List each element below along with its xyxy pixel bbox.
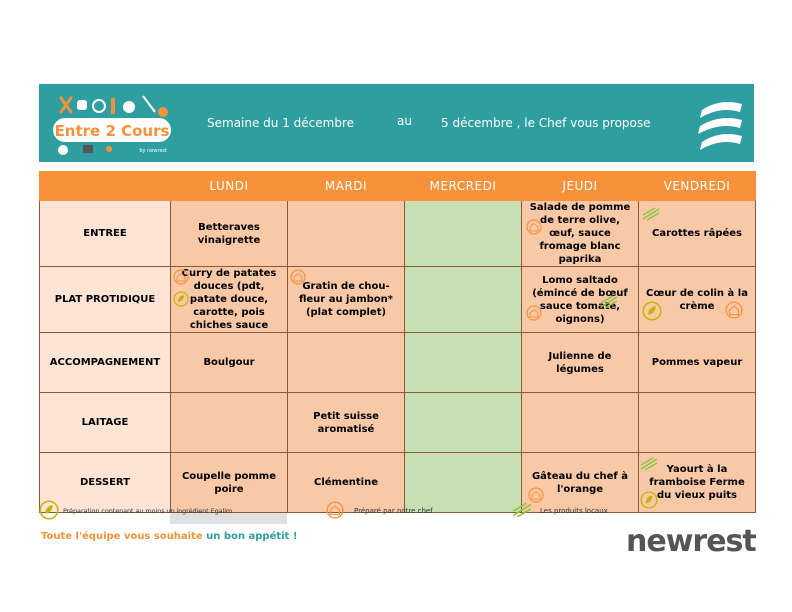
legend-local — [512, 500, 608, 522]
menu-cell — [522, 267, 639, 333]
legend-egalim — [39, 500, 287, 522]
dish-text: Curry de patates douces (pdt, patate douce, carotte, pois chiches sauce — [181, 268, 277, 331]
week-from-text: Semaine du 1 décembre — [207, 116, 355, 130]
row-label: PLAT PROTIDIQUE — [40, 267, 171, 333]
menu-cell — [288, 201, 405, 267]
menu-cell — [522, 201, 639, 267]
menu-cell: Betteraves vinaigrette — [171, 201, 288, 267]
legend-chef — [326, 500, 433, 522]
local-field-icon — [600, 295, 618, 309]
dish-text: Yaourt à la framboise Ferme du vieux puits — [649, 464, 745, 501]
menu-cell — [405, 393, 522, 453]
day-header: MARDI — [288, 172, 405, 201]
menu-cell — [171, 393, 288, 453]
egalim-leaf-icon — [642, 301, 662, 321]
table-row — [40, 201, 756, 267]
footer-text-b: un bon appétit ! — [206, 531, 298, 542]
dish-text: Lomo saltado (émincé de bœuf sauce tomate, oignons) — [532, 274, 628, 325]
row-label: ENTREE — [40, 201, 171, 267]
entre-2-cours-logo — [51, 90, 191, 156]
chef-house-icon — [173, 269, 189, 285]
egalim-leaf-icon — [173, 291, 189, 307]
egalim-leaf-icon — [640, 491, 658, 509]
menu-cell — [639, 267, 756, 333]
logo-text: Entre 2 Cours — [54, 122, 170, 140]
row-label: ACCOMPAGNEMENT — [40, 333, 171, 393]
local-field-icon — [640, 457, 658, 471]
menu-cell — [639, 201, 756, 267]
chef-house-icon — [290, 269, 306, 285]
newrest-logo: newrest — [626, 524, 756, 559]
logo-sub: by newrest — [139, 148, 167, 154]
menu-cell — [639, 393, 756, 453]
menu-cell: Petit suisse aromatisé — [288, 393, 405, 453]
menu-cell — [288, 267, 405, 333]
row-label: LAITAGE — [40, 393, 171, 453]
legend-local-label: Les produits locaux — [540, 507, 608, 515]
menu-cell: Julienne de légumes — [522, 333, 639, 393]
day-header: JEUDI — [522, 172, 639, 201]
dish-text: Cœur de colin à la crème — [646, 287, 748, 312]
menu-cell: Clémentine — [288, 453, 405, 513]
menu-cell — [405, 201, 522, 267]
menu-cell — [405, 267, 522, 333]
chef-house-icon — [326, 501, 344, 521]
day-header: LUNDI — [171, 172, 288, 201]
waves-icon — [696, 96, 746, 152]
menu-cell — [405, 333, 522, 393]
footer-message — [41, 531, 297, 542]
footer-text-a: Toute l'équipe vous souhaite — [41, 531, 203, 542]
menu-cell — [288, 333, 405, 393]
menu-cell — [639, 453, 756, 513]
chef-house-icon — [526, 219, 542, 235]
menu-cell: Coupelle pomme poire — [171, 453, 288, 513]
legend-chef-label: Préparé par notre chef — [354, 507, 433, 515]
menu-cell: Boulgour — [171, 333, 288, 393]
egalim-leaf-icon — [39, 500, 59, 522]
week-to-text: 5 décembre , le Chef vous propose — [441, 116, 651, 130]
dish-text: Gâteau du chef à l'orange — [531, 470, 629, 495]
day-header: VENDREDI — [639, 172, 756, 201]
chef-house-icon — [725, 301, 743, 319]
days-header-row — [40, 172, 756, 201]
weekly-menu-table — [39, 171, 756, 513]
table-row — [40, 267, 756, 333]
row-label: DESSERT — [40, 453, 171, 513]
legend-egalim-label: Préparation contenant au moins un ingrédient Egalim — [63, 507, 233, 515]
menu-cell — [522, 393, 639, 453]
local-field-icon — [512, 502, 532, 520]
menu-cell: Pommes vapeur — [639, 333, 756, 393]
table-row — [40, 333, 756, 393]
au-text: au — [397, 114, 412, 128]
header-corner — [40, 172, 171, 201]
chef-house-icon — [526, 305, 542, 321]
menu-cell — [171, 267, 288, 333]
table-row — [40, 393, 756, 453]
dish-text: Gratin de chou-fleur au jambon* (plat complet) — [298, 281, 394, 318]
dish-text: Salade de pomme de terre olive, œuf, sauce fromage blanc paprika — [529, 202, 631, 265]
day-header: MERCREDI — [405, 172, 522, 201]
local-field-icon — [642, 207, 660, 221]
header-banner — [39, 84, 754, 162]
dish-text: Carottes râpées — [651, 228, 743, 239]
